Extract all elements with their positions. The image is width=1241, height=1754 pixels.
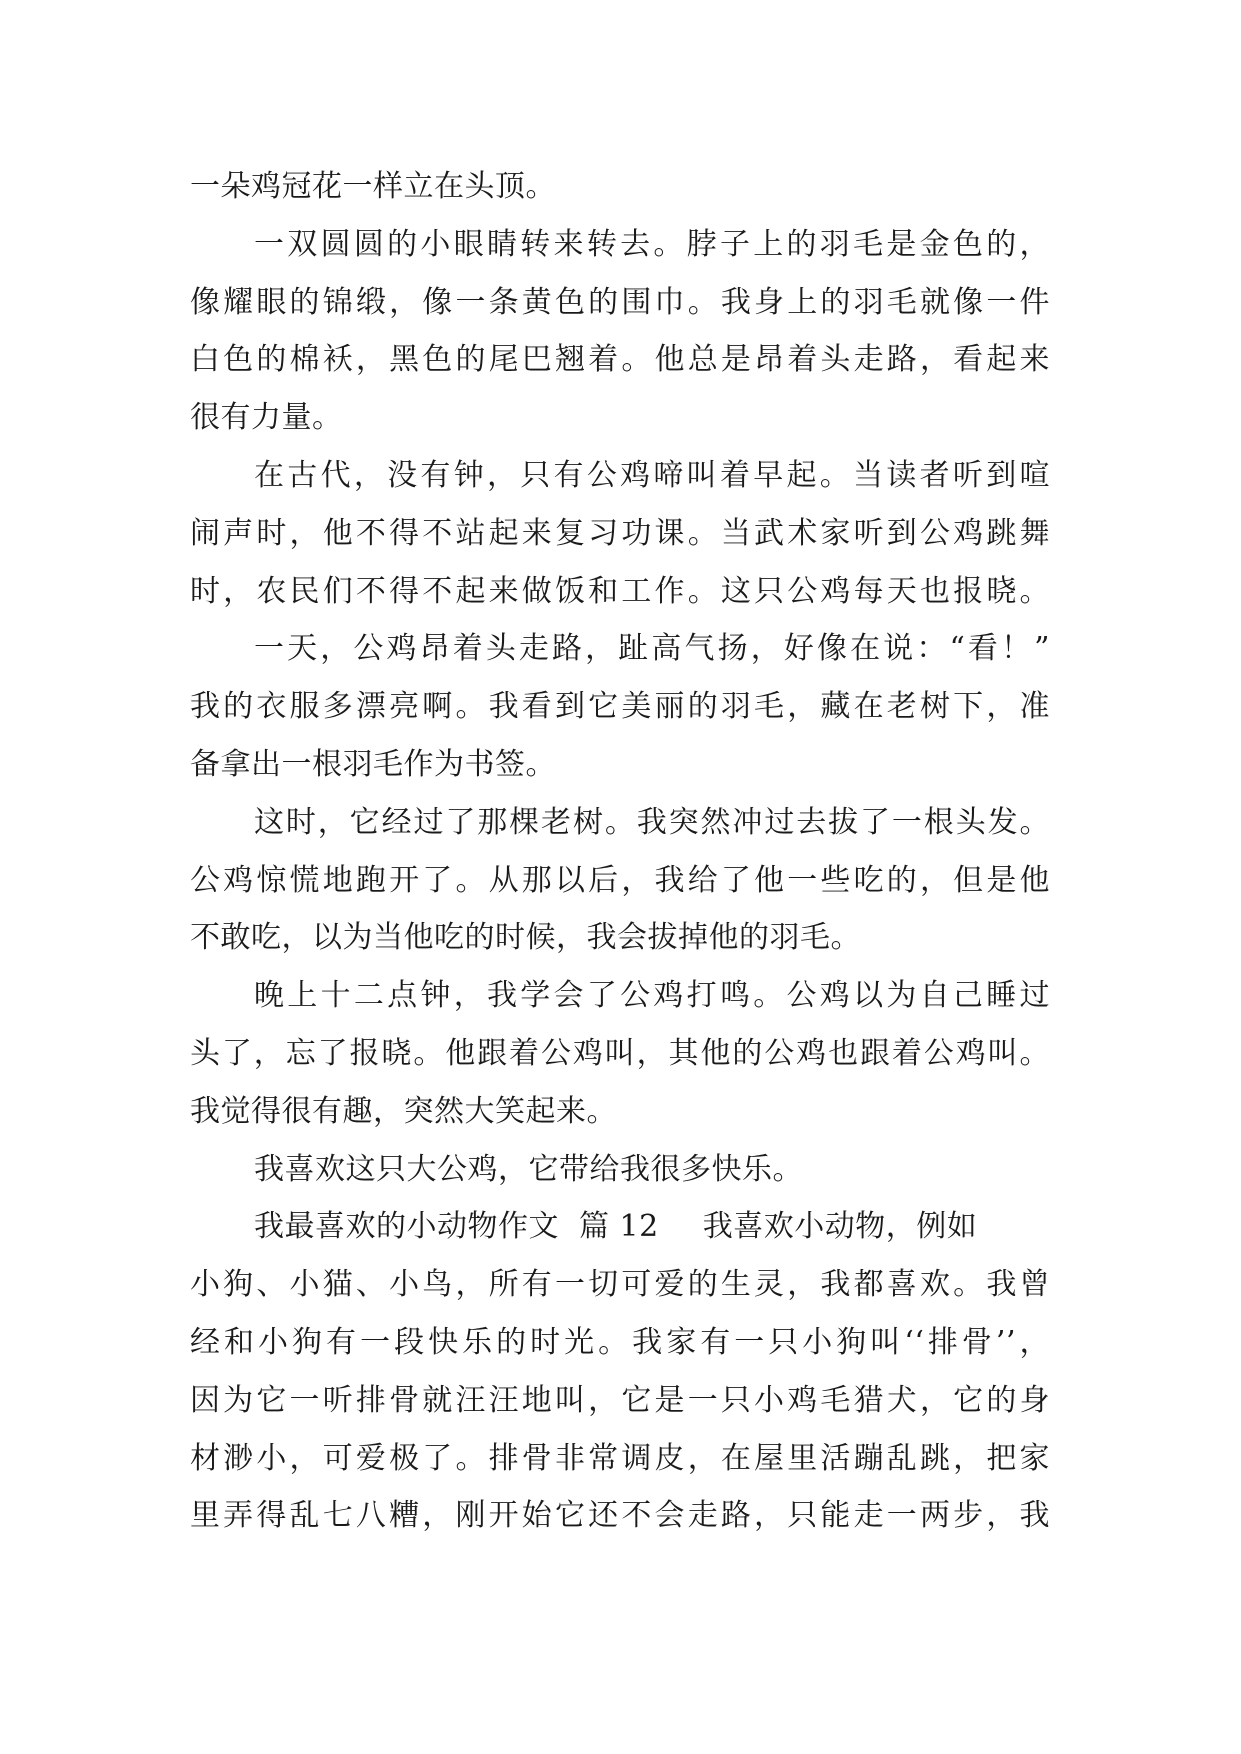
text-line: 材渺小，可爱极了。排骨非常调皮，在屋里活蹦乱跳，把家 (190, 1440, 1050, 1476)
text-line: 闹声时，他不得不站起来复习功课。当武术家听到公鸡跳舞 (190, 515, 1050, 551)
text-line: 里弄得乱七八糟，刚开始它还不会走路，只能走一两步，我 (190, 1498, 1050, 1534)
paragraph-first-line: 这时，它经过了那棵老树。我突然冲过去拔了一根头发。 (254, 804, 1050, 840)
document-body (190, 158, 1050, 1545)
text-line: 不敢吃，以为当他吃的时候，我会拔掉他的羽毛。 (190, 920, 861, 956)
paragraph-first-line: 我喜欢这只大公鸡，它带给我很多快乐。 (254, 1151, 803, 1187)
text-line: 很有力量。 (190, 400, 343, 436)
essay-chapter-label: 篇 12 (579, 1209, 659, 1245)
text-line: 时，农民们不得不起来做饭和工作。这只公鸡每天也报晓。 (190, 573, 1050, 609)
paragraph-first-line: 晚上十二点钟，我学会了公鸡打鸣。公鸡以为自己睡过 (254, 978, 1050, 1014)
text-line: 备拿出一根羽毛作为书签。 (190, 746, 556, 782)
text-line: 我觉得很有趣，突然大笑起来。 (190, 1093, 617, 1129)
paragraph-first-line: 一天，公鸡昂着头走路，趾高气扬，好像在说：“看！” (254, 631, 1050, 667)
paragraph-first-line: 一双圆圆的小眼睛转来转去。脖子上的羽毛是金色的， (254, 226, 1050, 262)
essay-heading-line (190, 1198, 1050, 1256)
text-line: 小狗、小猫、小鸟，所有一切可爱的生灵，我都喜欢。我曾 (190, 1267, 1050, 1303)
text-line: 一朵鸡冠花一样立在头顶。 (190, 169, 556, 204)
text-line: 我的衣服多漂亮啊。我看到它美丽的羽毛，藏在老树下，准 (190, 689, 1050, 725)
text-line: 公鸡惊慌地跑开了。从那以后，我给了他一些吃的，但是他 (190, 862, 1050, 898)
essay-title: 我最喜欢的小动物作文 (254, 1209, 559, 1245)
text-line: 头了，忘了报晓。他跟着公鸡叫，其他的公鸡也跟着公鸡叫。 (190, 1035, 1050, 1071)
essay-first-sentence: 我喜欢小动物，例如 (702, 1209, 978, 1245)
text-line: 像耀眼的锦缎，像一条黄色的围巾。我身上的羽毛就像一件 (190, 284, 1050, 320)
text-line: 白色的棉袄，黑色的尾巴翘着。他总是昂着头走路，看起来 (190, 342, 1050, 378)
paragraph-first-line: 在古代，没有钟，只有公鸡啼叫着早起。当读者听到喧 (254, 457, 1050, 493)
text-line: 因为它一听排骨就汪汪地叫，它是一只小鸡毛猎犬，它的身 (190, 1382, 1050, 1418)
text-line: 经和小狗有一段快乐的时光。我家有一只小狗叫‘‘排骨’’， (190, 1324, 1050, 1360)
